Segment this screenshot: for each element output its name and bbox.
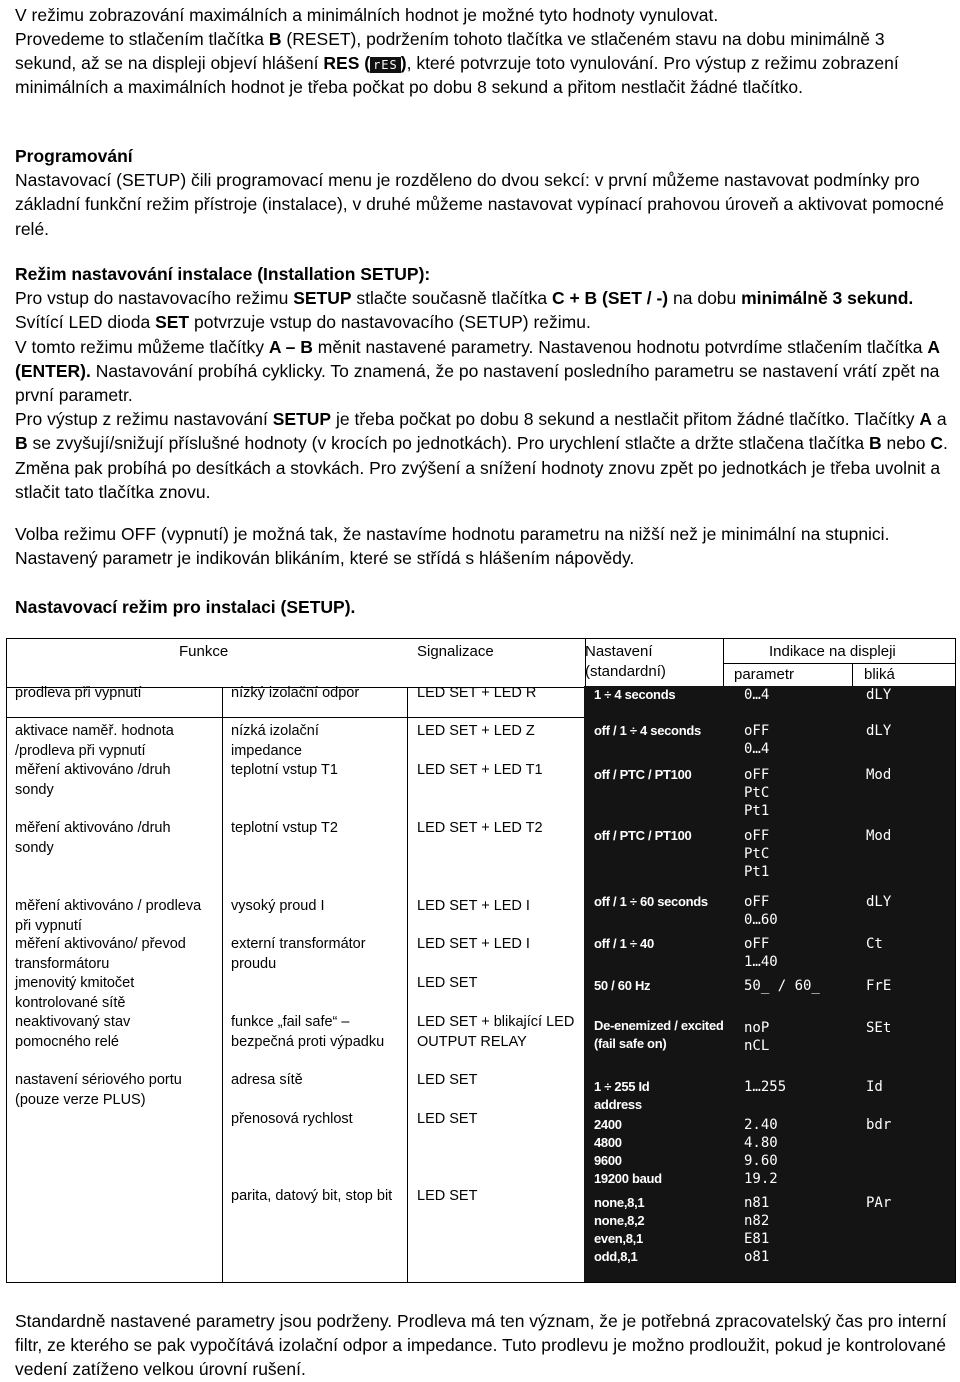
install-t6: minimálně 3 sekund. (741, 288, 914, 309)
header-funkce: Funkce (179, 643, 229, 660)
row11-param: n81 n82 E81 o81 (744, 1195, 770, 1265)
install-t12: měnit nastavené parametry. Nastavenou hodnotu potvrdíme stlačením tlačítka (312, 336, 928, 357)
install-t10: V tomto režimu můžeme tlačítky (15, 336, 269, 357)
row6-param: oFF 1…40 (744, 936, 778, 970)
install-t9: potvrzuje vstup do nastavovacího (SETUP) režimu. (189, 312, 591, 333)
res-label: RES ( (323, 53, 371, 74)
row4-blink: Mod (866, 828, 892, 844)
row11-signal-group: parita, datový bit, stop bit (231, 1188, 393, 1204)
row10-signal-group: přenosová rychlost (231, 1111, 353, 1127)
row11-blink: PAr (866, 1195, 892, 1211)
row3-std: off / PTC / PT100 (594, 767, 692, 782)
row11-led: LED SET (417, 1188, 478, 1204)
row2-led: LED SET + LED Z (417, 723, 535, 739)
install-t20: B (15, 433, 28, 454)
row7-std: 50 / 60 Hz (594, 978, 651, 993)
install-t7: Svítící LED dioda (15, 312, 156, 333)
install-t13: A (ENTER). (15, 336, 940, 381)
programming-section (15, 144, 950, 241)
row1-function: prodleva při vypnutí (15, 685, 142, 701)
row10-param: 2.40 4.80 9.60 19.2 (744, 1117, 778, 1187)
install-t16: SETUP (272, 409, 332, 430)
row6-function: měření aktivováno/ převod transformátoru (15, 936, 186, 972)
row1-std: 1 ÷ 4 seconds (594, 687, 676, 702)
intro-line: V režimu zobrazování maximálních a minimálních hodnot je možné tyto hodnoty vynulovat. (15, 5, 719, 25)
install-t17: je třeba počkat po dobu 8 sekund a nestlačit přitom žádné tlačítko. Tlačítky (331, 409, 920, 430)
header-indikace: Indikace na displeji (769, 643, 896, 660)
row8-param: noP nCL (744, 1020, 770, 1054)
row10-std: 2400 4800 9600 19200 baud (594, 1117, 662, 1186)
row1-signal-group: nízký izolační odpor (231, 685, 360, 701)
install-t22: B (869, 433, 882, 454)
row4-param: oFF PtC Pt1 (744, 828, 770, 880)
row2-blink: dLY (866, 723, 892, 739)
display-panel (584, 686, 955, 1282)
row5-led: LED SET + LED I (417, 898, 530, 914)
install-t4: C + B (SET / -) (551, 288, 669, 309)
row4-std: off / PTC / PT100 (594, 828, 692, 843)
install-t19: a (931, 409, 947, 430)
install-t2: SETUP (293, 288, 352, 309)
row3-signal-group: teplotní vstup T1 (231, 762, 338, 778)
row1-param: 0…4 (744, 687, 770, 703)
row9-led: LED SET (417, 1072, 478, 1088)
install-t8: SET (155, 312, 190, 333)
header-nastaveni: Nastavení (585, 643, 653, 660)
install-heading: Režim nastavování instalace (Installation SETUP): (15, 264, 431, 284)
install-t11: A – B (268, 336, 313, 357)
install-t15: Pro výstup z režimu nastavování (15, 409, 273, 430)
install-t25: . Změna pak probíhá po desítkách a stovkách. Pro zvýšení a snížení hodnoty znovu zpět po jednotkách je třeba uvolnit a stlačit tato tlačítka znovu. (15, 433, 948, 502)
install-t23: nebo (881, 433, 931, 454)
install-t21: se zvyšují/snižují příslušné hodnoty (v krocích po jednotkách). Pro urychlení stlačte a držte stlačena tlačítka (27, 433, 870, 454)
row4-signal-group: teplotní vstup T2 (231, 820, 338, 836)
row7-blink: FrE (866, 978, 892, 994)
row5-blink: dLY (866, 894, 892, 910)
row5-std: off / 1 ÷ 60 seconds (594, 894, 708, 909)
programming-text: Nastavovací (SETUP) čili programovací menu je rozděleno do dvou sekcí: v první můžeme nastavovat podmínky pro základní funkční režim přístroje (instalace), v druhé můžeme nastavovat vypínací prahovou úroveň a aktivovat pomocné relé. (15, 170, 944, 239)
reset-button-ref: B (268, 29, 282, 49)
row3-param: oFF PtC Pt1 (744, 767, 770, 819)
row8-signal-group: funkce „fail safe“ – bezpečná proti výpadku (231, 1014, 385, 1050)
row9-param: 1…255 (744, 1079, 787, 1095)
row7-led: LED SET (417, 975, 478, 991)
row2-signal-group: nízká izolační impedance (231, 723, 319, 759)
footer-paragraph: Standardně nastavené parametry jsou podrženy. Prodleva má ten význam, že je potřebná zpracovatelský čas pro interní filtr, ze kterého se pak vypočítává izolační odpor a impedance. Tuto prodlevu je možno prodloužit, pokud je kontrolované vedení zatíženo velkou úrovní rušení. (15, 1311, 947, 1380)
row6-led: LED SET + LED I (417, 936, 530, 952)
install-section (15, 262, 950, 504)
install-t18: A (919, 409, 932, 430)
reset-paragraph (15, 27, 950, 100)
header-parametr: parametr (734, 666, 795, 683)
row6-std: off / 1 ÷ 40 (594, 936, 654, 951)
res-display-icon: rES (370, 57, 401, 73)
install-t5: na dobu (668, 288, 742, 309)
res-close: ) (400, 53, 407, 74)
row9-std: 1 ÷ 255 Id address (594, 1079, 650, 1112)
row8-function: neaktivovaný stav pomocného relé (15, 1014, 131, 1050)
row4-led: LED SET + LED T2 (417, 820, 543, 836)
row2-function: aktivace naměř. hodnota /prodleva při vypnutí (15, 723, 174, 759)
row8-blink: SEt (866, 1020, 892, 1036)
header-nastaveni-std: (standardní) (585, 663, 666, 680)
header-blika: bliká (864, 666, 895, 683)
install-t14: Nastavování probíhá cyklicky. To znamená, že po nastavení posledního parametru se nastavení vrátí zpět na první parametr. (15, 360, 940, 406)
row8-led: LED SET + blikající LED OUTPUT RELAY (417, 1014, 575, 1050)
reset-text-f: , které potvrzuje toto vynulování. Pro výstup z režimu zobrazení minimálních a maximálních hodnot je třeba počkat po dobu 8 sekund a přitom nestlačit žádné tlačítko. (15, 53, 899, 98)
row3-function: měření aktivováno /druh sondy (15, 762, 171, 798)
header-signalizace: Signalizace (417, 643, 494, 660)
row10-blink: bdr (866, 1117, 892, 1133)
row3-led: LED SET + LED T1 (417, 762, 543, 778)
install-t3: stlačte současně tlačítka (351, 288, 552, 309)
row2-param: oFF 0…4 (744, 723, 770, 757)
off-mode-paragraph: Volba režimu OFF (vypnutí) je možná tak, že nastavíme hodnotu parametru na nižší než je minimální na stupnici. Nastavený parametr je indikován blikáním, které se střídá s hlášením nápovědy. (15, 524, 890, 569)
row8-std: De-enemized / excited (fail safe on) (594, 1018, 724, 1051)
row5-signal-group: vysoký proud I (231, 898, 325, 914)
row7-function: jmenovitý kmitočet kontrolované sítě (15, 975, 135, 1011)
row6-signal-group: externí transformátor proudu (231, 936, 366, 972)
setup-heading: Nastavovací režim pro instalaci (SETUP). (15, 597, 356, 617)
row9-blink: Id (866, 1079, 883, 1095)
install-t1: Pro vstup do nastavovacího režimu (15, 288, 294, 309)
row10-led: LED SET (417, 1111, 478, 1127)
programming-heading: Programování (15, 146, 133, 166)
row2-std: off / 1 ÷ 4 seconds (594, 723, 701, 738)
row1-led: LED SET + LED R (417, 685, 537, 701)
row3-blink: Mod (866, 767, 892, 783)
row4-function: měření aktivováno /druh sondy (15, 820, 171, 856)
install-t24: C (930, 433, 943, 454)
row11-std: none,8,1 none,8,2 even,8,1 odd,8,1 (594, 1195, 645, 1264)
row7-param: 50_ / 60_ (744, 978, 820, 994)
row5-param: oFF 0…60 (744, 894, 778, 928)
reset-text-a: Provedeme to stlačením tlačítka (15, 29, 269, 49)
reset-text-c: (RESET), podržením tohoto tlačítka ve stlačeném stavu na dobu minimálně 3 sekund, až se na displeji objeví hlášení (15, 29, 885, 74)
row1-blink: dLY (866, 687, 892, 703)
row9-function: nastavení sériového portu (pouze verze PLUS) (15, 1072, 182, 1108)
row6-blink: Ct (866, 936, 883, 952)
row9-signal-group: adresa sítě (231, 1072, 303, 1088)
row5-function: měření aktivováno / prodleva při vypnutí (15, 898, 202, 934)
